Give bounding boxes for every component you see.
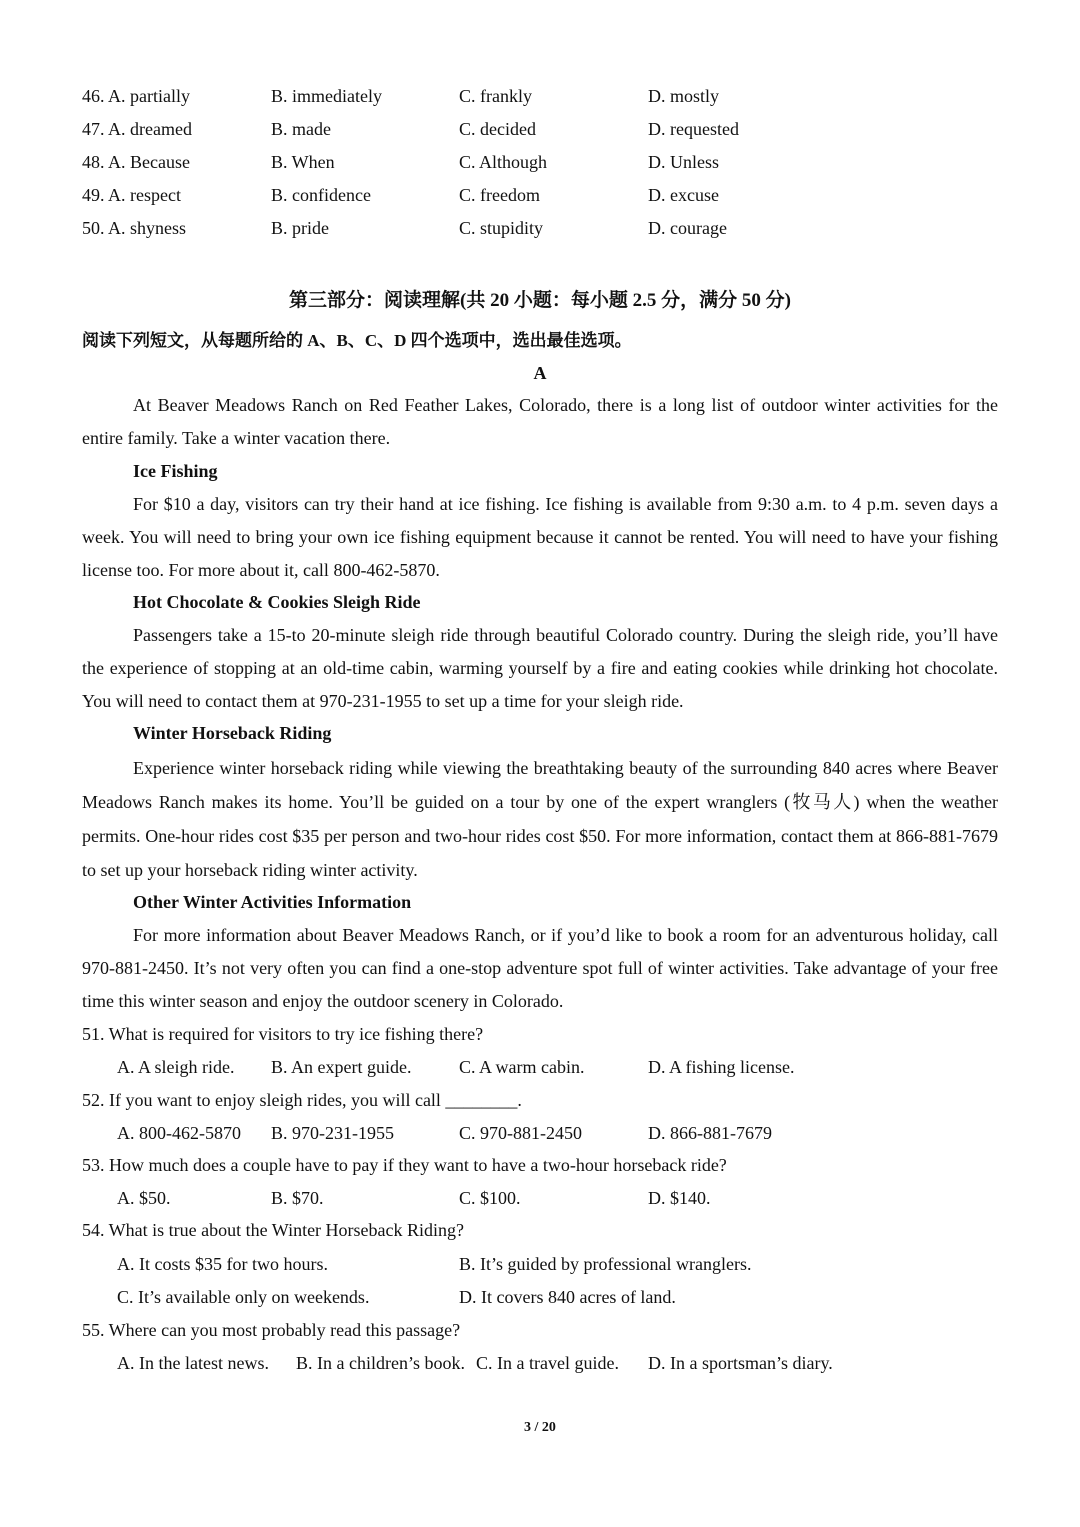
page-number: 3 / 20 — [524, 1420, 556, 1435]
option-c: C. 970-881-2450 — [459, 1123, 582, 1143]
question-55-stem: 55. Where can you most probably read this passage? — [82, 1320, 461, 1340]
option-a: A. $50. — [117, 1188, 171, 1208]
option-d: D. courage — [648, 218, 727, 238]
option-d: D. requested — [648, 119, 739, 139]
option-b: B. $70. — [271, 1188, 324, 1208]
section-title: 第三部分：阅读理解(共 20 小题：每小题 2.5 分，满分 50 分) — [289, 290, 791, 311]
option-b: B. An expert guide. — [271, 1057, 412, 1077]
option-a: 47. A. dreamed — [82, 119, 192, 139]
option-b: B. In a children’s book. — [296, 1353, 465, 1373]
question-54-options-cd — [0, 1287, 1080, 1320]
option-b: B. confidence — [271, 185, 371, 205]
heading-sleigh-ride: Hot Chocolate & Cookies Sleigh Ride — [133, 592, 421, 612]
paragraph-other-activities — [82, 919, 998, 1018]
option-c: C. freedom — [459, 185, 540, 205]
option-b: B. It’s guided by professional wranglers. — [459, 1254, 752, 1274]
heading-horseback-riding: Winter Horseback Riding — [133, 723, 332, 743]
option-b: B. made — [271, 119, 331, 139]
option-d: D. A fishing license. — [648, 1057, 795, 1077]
option-b: B. immediately — [271, 86, 382, 106]
section-instruction: 阅读下列短文，从每题所给的 A、B、C、D 四个选项中，选出最佳选项。 — [82, 331, 632, 350]
heading-other-activities: Other Winter Activities Information — [133, 892, 412, 912]
option-a: 48. A. Because — [82, 152, 190, 172]
cloze-row-47 — [0, 119, 1080, 152]
paragraph-horseback-riding — [82, 751, 998, 887]
question-52-stem: 52. If you want to enjoy sleigh rides, you will call ________. — [82, 1090, 522, 1110]
option-c: C. stupidity — [459, 218, 544, 238]
ice-fishing-text: For $10 a day, visitors can try their hand at ice fishing. Ice fishing is available from 9:30 a.m. to 4 p.m. seven days a week. You will need to bring your own ice fishing equipment because it cannot be rented. You will need to have your fishing license too. For more about it, call 800-462-5870. — [82, 494, 998, 580]
option-a: 50. A. shyness — [82, 218, 187, 238]
paragraph-sleigh-ride — [82, 619, 998, 718]
option-a: A. A sleigh ride. — [117, 1057, 235, 1077]
intro-text: At Beaver Meadows Ranch on Red Feather Lakes, Colorado, there is a long list of outdoor winter activities for the entire family. Take a winter vacation there. — [82, 395, 998, 448]
option-d: D. $140. — [648, 1188, 711, 1208]
question-53-options — [0, 1188, 1080, 1221]
option-d: D. excuse — [648, 185, 719, 205]
option-a: 46. A. partially — [82, 86, 190, 106]
cloze-row-46 — [0, 86, 1080, 119]
option-c: C. In a travel guide. — [476, 1353, 619, 1373]
passage-letter: A — [533, 363, 547, 383]
option-a: A. 800-462-5870 — [117, 1123, 241, 1143]
cloze-row-50 — [0, 218, 1080, 251]
option-b: B. When — [271, 152, 335, 172]
cloze-row-49 — [0, 185, 1080, 218]
option-d: D. 866-881-7679 — [648, 1123, 772, 1143]
question-53-stem: 53. How much does a couple have to pay if they want to have a two-hour horseback ride? — [82, 1155, 727, 1175]
option-a: A. In the latest news. — [117, 1353, 269, 1373]
option-a: 49. A. respect — [82, 185, 181, 205]
option-c: C. frankly — [459, 86, 532, 106]
question-54-options-ab — [0, 1254, 1080, 1287]
option-d: D. mostly — [648, 86, 720, 106]
question-51-options — [0, 1057, 1080, 1090]
heading-ice-fishing: Ice Fishing — [133, 461, 218, 481]
question-51-stem: 51. What is required for visitors to try ice fishing there? — [82, 1024, 484, 1044]
option-d: D. Unless — [648, 152, 719, 172]
cloze-row-48 — [0, 152, 1080, 185]
sleigh-ride-text: Passengers take a 15-to 20-minute sleigh ride through beautiful Colorado country. During the sleigh ride, you’ll have the experience of stopping at an old-time cabin, warming yourself by a fire and eating cookies while drinking hot chocolate. You will need to contact them at 970-231-1955 to set up a time for your sleigh ride. — [82, 625, 998, 711]
option-c: C. It’s available only on weekends. — [117, 1287, 370, 1307]
option-d: D. It covers 840 acres of land. — [459, 1287, 676, 1307]
question-52-options — [0, 1123, 1080, 1156]
option-c: C. A warm cabin. — [459, 1057, 585, 1077]
other-activities-text: For more information about Beaver Meadows Ranch, or if you’d like to book a room for an adventurous holiday, call 970-881-2450. It’s not very often you can find a one-stop adventure spot full of winter activities. Take advantage of your free time this winter season and enjoy the outdoor scenery in Colorado. — [82, 925, 998, 1011]
option-a: A. It costs $35 for two hours. — [117, 1254, 328, 1274]
option-b: B. 970-231-1955 — [271, 1123, 394, 1143]
question-55-options — [0, 1353, 1080, 1386]
horseback-text: Experience winter horseback riding while viewing the breathtaking beauty of the surrounding 840 acres where Beaver Meadows Ranch makes its home. You’ll be guided on a tour by one of the expert wranglers (牧马人) when the weather permits. One-hour rides cost $35 per person and two-hour rides cost $50. For more information, contact them at 866-881-7679 to set up your horseback riding winter activity. — [82, 758, 998, 880]
option-b: B. pride — [271, 218, 329, 238]
question-54-stem: 54. What is true about the Winter Horseback Riding? — [82, 1220, 465, 1240]
paragraph-ice-fishing — [82, 488, 998, 587]
option-c: C. $100. — [459, 1188, 521, 1208]
option-d: D. In a sportsman’s diary. — [648, 1353, 833, 1373]
option-c: C. decided — [459, 119, 536, 139]
option-c: C. Although — [459, 152, 548, 172]
passage-intro — [82, 389, 998, 455]
